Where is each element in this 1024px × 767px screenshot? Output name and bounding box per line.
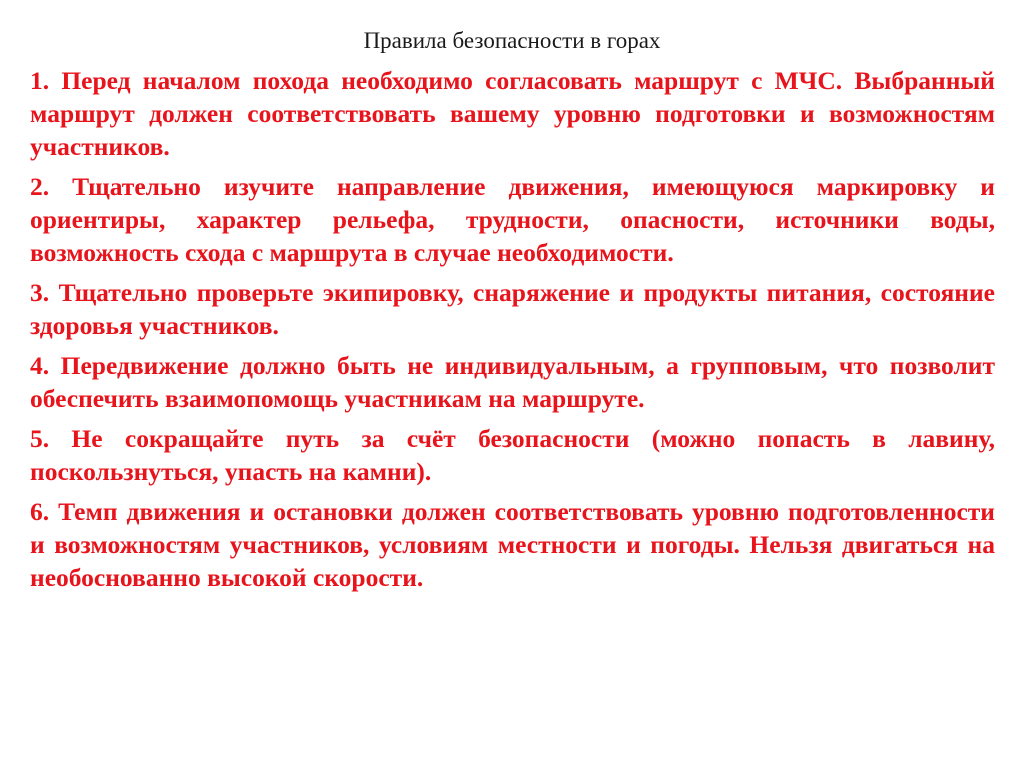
slide-title: Правила безопасности в горах bbox=[363, 28, 661, 53]
rule-item-6: 6. Темп движения и остановки должен соответствовать уровню подготовленности и возможностям участников, условиям местности и погоды. Нельзя двигаться на необоснованно высокой скорости. bbox=[30, 497, 995, 592]
rule-item-3: 3. Тщательно проверьте экипировку, снаряжение и продукты питания, состояние здоровья участников. bbox=[30, 278, 995, 340]
rules-list bbox=[30, 64, 995, 601]
rule-item-2: 2. Тщательно изучите направление движения, имеющуюся маркировку и ориентиры, характер рельефа, трудности, опасности, источники воды, возможность схода с маршрута в случае необходимости. bbox=[30, 172, 995, 267]
rule-item-5: 5. Не сокращайте путь за счёт безопасности (можно попасть в лавину, поскользнуться, упасть на камни). bbox=[30, 424, 995, 486]
rule-item-1: 1. Перед началом похода необходимо согласовать маршрут с МЧС. Выбранный маршрут должен соответствовать вашему уровню подготовки и возможностям участников. bbox=[30, 66, 995, 161]
rule-item-4: 4. Передвижение должно быть не индивидуальным, а групповым, что позволит обеспечить взаимопомощь участникам на маршруте. bbox=[30, 351, 995, 413]
